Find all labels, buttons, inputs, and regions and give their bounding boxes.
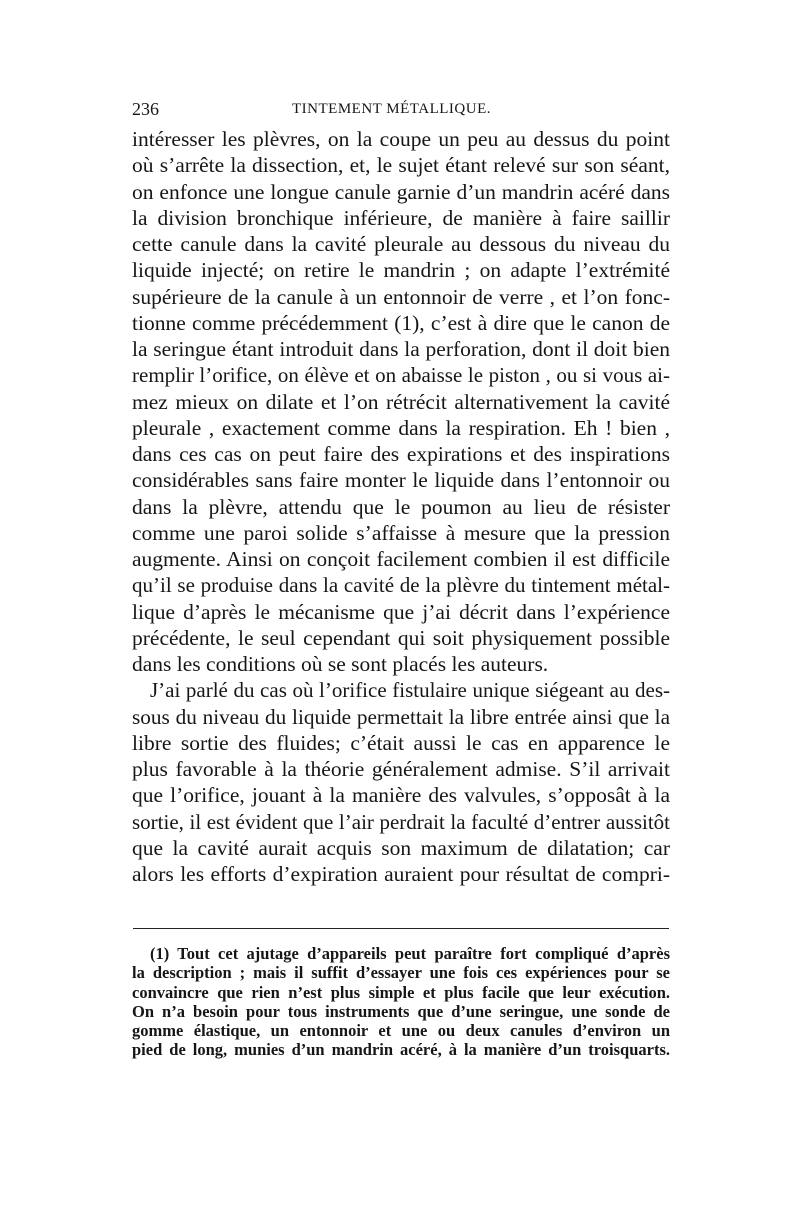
body-line: remplir l’orifice, on élève et on abaisse le piston , ou si vous ai- [132,363,670,388]
body-line: tionne comme précédemment (1), c’est à dire que le canon de [132,310,670,335]
body-line: la seringue étant introduit dans la perforation, dont il doit bien [132,337,670,361]
body-line: que la cavité aurait acquis son maximum de dilatation; car [132,835,670,860]
body-line: qu’il se produise dans la cavité de la plèvre du tintement métal- [132,573,670,598]
body-line: augmente. Ainsi on conçoit facilement combien il est difficile [132,547,670,571]
body-line: libre sortie des fluides; c’était aussi le cas en apparence le [132,730,670,755]
body-line: sortie, il est évident que l’air perdrait la faculté d’entrer aussitôt [132,809,670,834]
footnote-line: convaincre que rien n’est plus simple et plus facile que leur exécution. [132,982,670,1002]
body-line: plus favorable à la théorie généralement admise. S’il arrivait [132,757,670,781]
body-line: pleurale , exactement comme dans la respiration. Eh ! bien , [132,415,670,440]
page-header [132,99,670,123]
footnote-line: On n’a besoin pour tous instruments que d’une seringue, une sonde de [132,1001,670,1021]
footnote-line: (1) Tout cet ajutage d’appareils peut paraître fort compliqué d’après [150,944,670,963]
footnote-line: gomme élastique, un entonnoir et une ou deux canules d’environ un [132,1021,670,1041]
body-line: où s’arrête la dissection, et, le sujet étant relevé sur son séant, [132,153,670,178]
body-line: considérables sans faire monter le liquide dans l’entonnoir ou [132,468,670,493]
footnote [132,944,670,1060]
paragraph-end-line: dans les conditions où se sont placés les auteurs. [132,652,549,676]
body-line: sous du niveau du liquide permettait la libre entrée ainsi que la [132,704,670,729]
body-line: comme une paroi solide s’affaisse à mesure que la pression [132,520,670,545]
body-line: intéresser les plèvres, on la coupe un peu au dessus du point [132,127,670,151]
footnote-line: la description ; mais il suffit d’essayer une fois ces expériences pour se [132,963,670,983]
body-line: dans la plèvre, attendu que le poumon au lieu de résister [132,494,670,519]
body-line: mez mieux on dilate et l’on rétrécit alternativement la cavité [132,389,670,414]
body-line: alors les efforts d’expiration auraient pour résultat de compri- [132,862,670,886]
body-line: on enfonce une longue canule garnie d’un mandrin acéré dans [132,179,670,204]
running-title: TINTEMENT MÉTALLIQUE. [292,101,491,117]
body-line: que l’orifice, jouant à la manière des valvules, s’opposât à la [132,783,670,808]
body-line: dans ces cas on peut faire des expirations et des inspirations [132,442,670,466]
body-line: la division bronchique inférieure, de manière à faire saillir [132,205,670,230]
body-line: précédente, le seul cependant qui soit physiquement possible [132,625,670,650]
body-line: lique d’après le mécanisme que j’ai décrit dans l’expérience [132,599,670,624]
body-text [132,126,670,887]
body-line: cette canule dans la cavité pleurale au dessous du niveau du [132,232,670,256]
page-number: 236 [132,99,159,119]
footnote-divider [133,928,669,929]
paragraph-start-line: J’ai parlé du cas où l’orifice fistulaire unique siégeant au des- [150,678,670,703]
footnote-line: pied de long, munies d’un mandrin acéré, à la manière d’un troisquarts. [132,1040,670,1060]
body-line: supérieure de la canule à un entonnoir de verre , et l’on fonc- [132,284,670,309]
body-line: liquide injecté; on retire le mandrin ; on adapte l’extrémité [132,258,670,283]
